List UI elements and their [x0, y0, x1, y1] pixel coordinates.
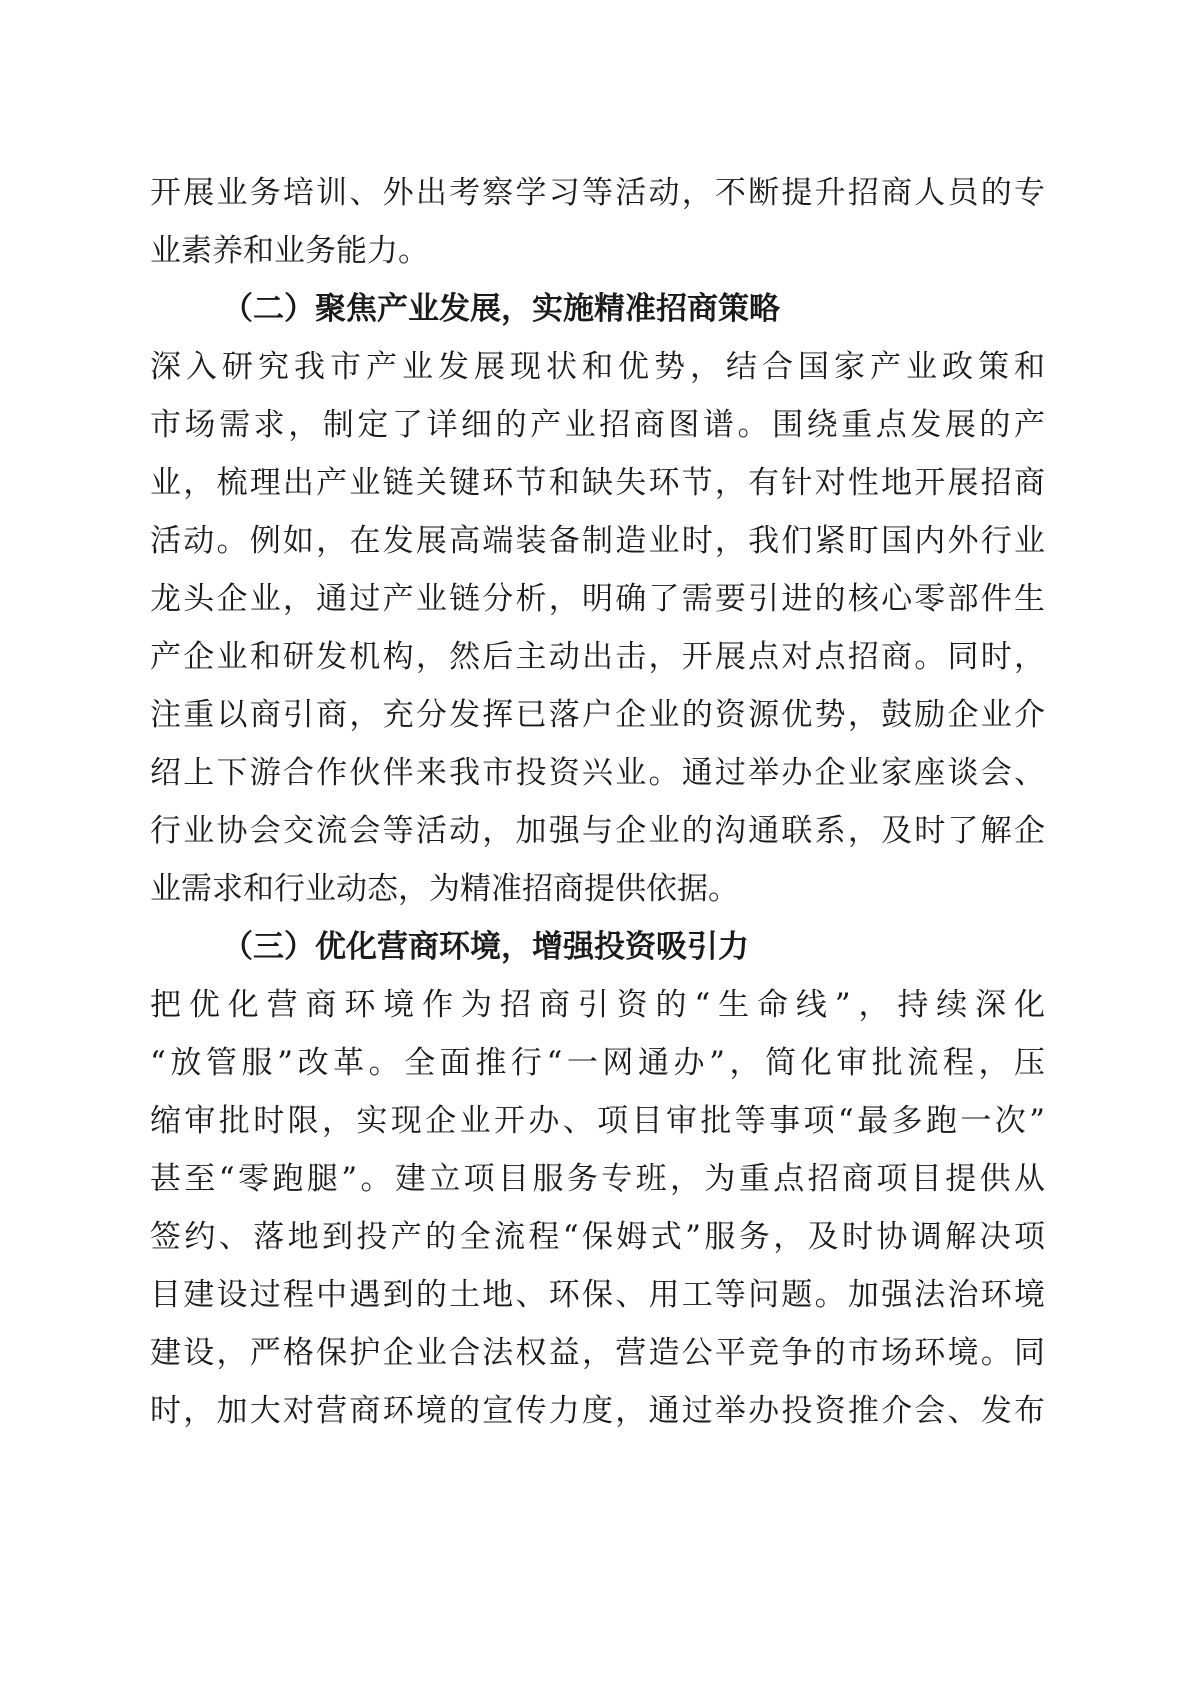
- section-heading: （二）聚焦产业发展，实施精准招商策略: [222, 291, 780, 327]
- paragraph-line: 产企业和研发机构，然后主动出击，开展点对点招商。同时，: [150, 639, 1045, 675]
- paragraph-line: 开展业务培训、外出考察学习等活动，不断提升招商人员的专: [150, 175, 1045, 211]
- paragraph-line: 业需求和行业动态，为精准招商提供依据。: [150, 871, 739, 907]
- paragraph-line: 目建设过程中遇到的土地、环保、用工等问题。加强法治环境: [150, 1277, 1045, 1313]
- paragraph-line: 缩审批时限，实现企业开办、项目审批等事项“最多跑一次”: [150, 1103, 1045, 1139]
- paragraph-line: 注重以商引商，充分发挥已落户企业的资源优势，鼓励企业介: [150, 697, 1045, 733]
- paragraph-line: 龙头企业，通过产业链分析，明确了需要引进的核心零部件生: [150, 581, 1045, 617]
- paragraph-line: “放管服”改革。全面推行“一网通办”，简化审批流程，压: [150, 1045, 1045, 1081]
- section-heading: （三）优化营商环境，增强投资吸引力: [222, 929, 749, 965]
- paragraph-line: 活动。例如，在发展高端装备制造业时，我们紧盯国内外行业: [150, 523, 1045, 559]
- paragraph-line: 业素养和业务能力。: [150, 233, 429, 269]
- paragraph-line: 深入研究我市产业发展现状和优势，结合国家产业政策和: [150, 349, 1045, 385]
- paragraph-line: 业，梳理出产业链关键环节和缺失环节，有针对性地开展招商: [150, 465, 1045, 501]
- paragraph-line: 甚至“零跑腿”。建立项目服务专班，为重点招商项目提供从: [150, 1161, 1045, 1197]
- paragraph-line: 把优化营商环境作为招商引资的“生命线”，持续深化: [150, 987, 1045, 1023]
- paragraph-line: 行业协会交流会等活动，加强与企业的沟通联系，及时了解企: [150, 813, 1045, 849]
- paragraph-line: 市场需求，制定了详细的产业招商图谱。围绕重点发展的产: [150, 407, 1045, 443]
- paragraph-line: 建设，严格保护企业合法权益，营造公平竞争的市场环境。同: [150, 1335, 1045, 1371]
- document-body: [150, 164, 1045, 1440]
- paragraph-line: 签约、落地到投产的全流程“保姆式”服务，及时协调解决项: [150, 1219, 1045, 1255]
- paragraph-line: 时，加大对营商环境的宣传力度，通过举办投资推介会、发布: [150, 1393, 1045, 1429]
- paragraph-line: 绍上下游合作伙伴来我市投资兴业。通过举办企业家座谈会、: [150, 755, 1045, 791]
